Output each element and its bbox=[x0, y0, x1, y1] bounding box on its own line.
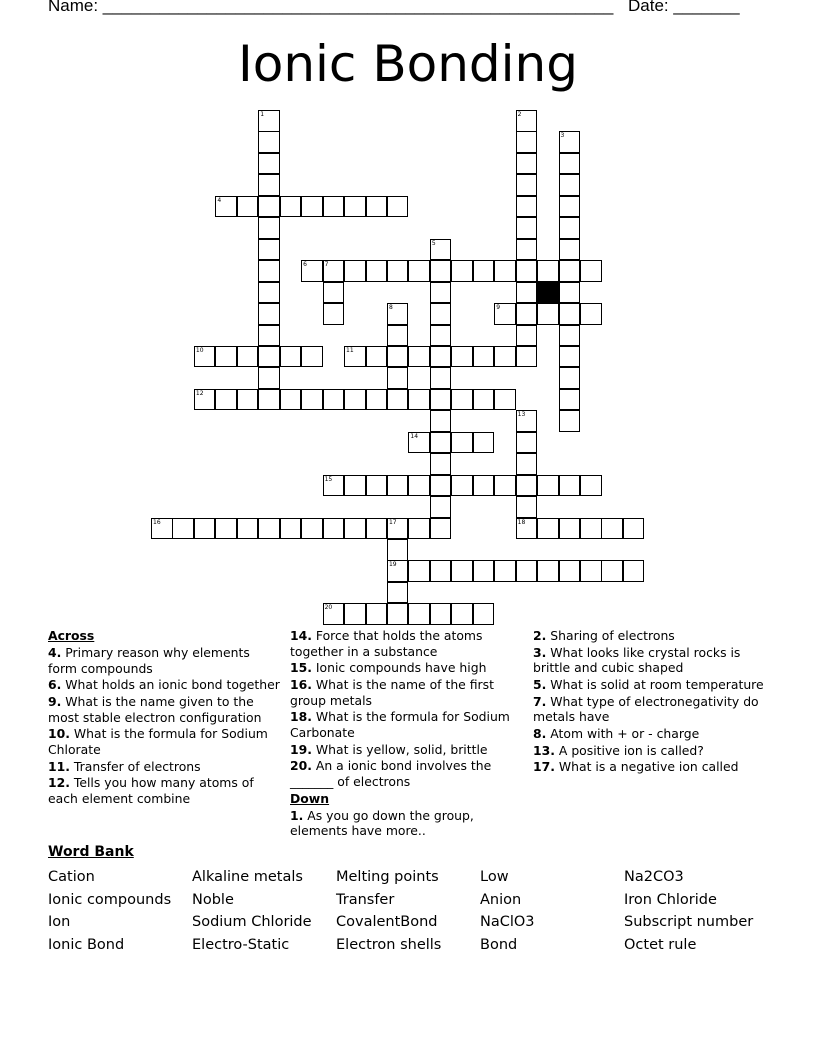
crossword-cell[interactable] bbox=[494, 346, 516, 368]
crossword-cell[interactable] bbox=[494, 475, 516, 497]
crossword-cell[interactable] bbox=[387, 303, 409, 325]
crossword-cell[interactable] bbox=[580, 518, 602, 540]
word-bank-item: Alkaline metals bbox=[192, 869, 303, 885]
crossword-cell[interactable] bbox=[258, 239, 280, 261]
word-bank-item: Ionic Bond bbox=[48, 937, 125, 954]
crossword-cell[interactable] bbox=[301, 346, 323, 368]
crossword-cell[interactable] bbox=[430, 389, 452, 411]
crossword-cell[interactable] bbox=[559, 560, 581, 582]
crossword-cell[interactable] bbox=[516, 410, 538, 432]
clue-number: 13 bbox=[517, 411, 526, 419]
name-field[interactable]: Name: ______________________________________________________ bbox=[48, 0, 614, 15]
crossword-cell[interactable] bbox=[580, 303, 602, 325]
crossword-cell[interactable] bbox=[258, 325, 280, 347]
crossword-cell[interactable] bbox=[494, 303, 516, 325]
crossword-cell[interactable] bbox=[258, 217, 280, 239]
crossword-cell[interactable] bbox=[430, 432, 452, 454]
crossword-cell[interactable] bbox=[430, 282, 452, 304]
crossword-cell[interactable] bbox=[430, 453, 452, 475]
crossword-cell[interactable] bbox=[559, 153, 581, 175]
crossword-cell[interactable] bbox=[473, 260, 495, 282]
clue-across-19: 19. What is yellow, solid, brittle bbox=[290, 741, 488, 757]
crossword-cell[interactable] bbox=[258, 303, 280, 325]
crossword-cell[interactable] bbox=[580, 475, 602, 497]
clue-number: 12 bbox=[195, 389, 204, 397]
crossword-cell[interactable] bbox=[623, 518, 645, 540]
clue-number: 6 bbox=[303, 261, 307, 269]
crossword-cell[interactable] bbox=[258, 153, 280, 175]
crossword-cell[interactable] bbox=[430, 239, 452, 261]
clue-across-12: 12. Tells you how many atoms of each element combine bbox=[48, 775, 254, 806]
word-bank-item: Na2CO3 bbox=[624, 869, 684, 885]
crossword-cell[interactable] bbox=[516, 432, 538, 454]
crossword-cell[interactable] bbox=[301, 518, 323, 540]
clues-column-2 bbox=[290, 628, 522, 840]
word-bank-item: Melting points bbox=[336, 869, 439, 885]
clue-number: 1 bbox=[260, 111, 265, 118]
crossword-cell[interactable] bbox=[430, 260, 452, 282]
crossword-cell[interactable] bbox=[516, 282, 538, 304]
clue-across-9: 9. What is the name given to the most stable electron configuration bbox=[48, 693, 262, 725]
crossword-cell[interactable] bbox=[194, 518, 216, 540]
crossword-cell[interactable] bbox=[516, 110, 538, 132]
crossword-cell[interactable] bbox=[258, 389, 280, 411]
word-bank-item: Electron shells bbox=[336, 937, 442, 954]
crossword-cell[interactable] bbox=[215, 346, 237, 368]
crossword-cell[interactable] bbox=[559, 282, 581, 304]
crossword-cell[interactable] bbox=[387, 325, 409, 347]
crossword-cell[interactable] bbox=[559, 303, 581, 325]
crossword-cell[interactable] bbox=[194, 389, 216, 411]
word-bank-item: Octet rule bbox=[624, 937, 697, 954]
clue-number: 9 bbox=[496, 304, 501, 312]
crossword-cell[interactable] bbox=[172, 518, 194, 540]
crossword-cell[interactable] bbox=[430, 346, 452, 368]
word-bank-item: Subscript number bbox=[624, 914, 754, 931]
crossword-cell[interactable] bbox=[559, 325, 581, 347]
crossword-cell[interactable] bbox=[237, 518, 259, 540]
word-bank-column-5 bbox=[624, 868, 753, 959]
crossword-cell[interactable] bbox=[516, 325, 538, 347]
crossword-cell[interactable] bbox=[559, 239, 581, 261]
crossword-cell[interactable] bbox=[516, 260, 538, 282]
clue-across-14: 14. Force that holds the atoms together in a substance bbox=[290, 628, 483, 659]
clue-across-6: 6. What holds an ionic bond together bbox=[48, 677, 280, 693]
crossword-cell[interactable] bbox=[580, 560, 602, 582]
word-bank-column-3 bbox=[336, 868, 441, 959]
crossword-cell[interactable] bbox=[559, 260, 581, 282]
crossword-cell[interactable] bbox=[408, 603, 430, 625]
word-bank-item: Anion bbox=[480, 891, 522, 908]
crossword-cell[interactable] bbox=[387, 346, 409, 368]
clue-number: 11 bbox=[346, 346, 354, 354]
clue-across-4: 4. Primary reason why elements form compounds bbox=[48, 644, 250, 676]
crossword-cell[interactable] bbox=[366, 603, 388, 625]
word-bank-column-2 bbox=[192, 868, 312, 959]
crossword-cell[interactable] bbox=[559, 389, 581, 411]
clue-across-15: 15. Ionic compounds have high bbox=[290, 660, 487, 676]
crossword-cell[interactable] bbox=[473, 560, 495, 582]
crossword-cell[interactable] bbox=[323, 603, 345, 625]
crossword-cell[interactable] bbox=[258, 196, 280, 218]
crossword-cell[interactable] bbox=[323, 475, 345, 497]
crossword-cell[interactable] bbox=[280, 518, 302, 540]
crossword-cell[interactable] bbox=[408, 432, 430, 454]
word-bank-column-1 bbox=[48, 868, 171, 959]
crossword-cell[interactable] bbox=[516, 560, 538, 582]
crossword-cell[interactable] bbox=[559, 131, 581, 153]
crossword-cell[interactable] bbox=[451, 260, 473, 282]
clue-across-20: 20. An a ionic bond involves the _______ of electrons bbox=[290, 758, 492, 790]
crossword-cell[interactable] bbox=[151, 518, 173, 540]
crossword-cell[interactable] bbox=[537, 560, 559, 582]
crossword-cell[interactable] bbox=[387, 367, 409, 389]
crossword-cell[interactable] bbox=[408, 560, 430, 582]
clue-number: 5 bbox=[431, 239, 436, 247]
clues-column-1 bbox=[48, 628, 280, 808]
crossword-cell[interactable] bbox=[430, 367, 452, 389]
word-bank-item: Iron Chloride bbox=[624, 891, 717, 908]
crossword-cell[interactable] bbox=[473, 389, 495, 411]
crossword-cell[interactable] bbox=[258, 260, 280, 282]
blocked-cell bbox=[537, 282, 559, 304]
crossword-cell[interactable] bbox=[344, 346, 366, 368]
crossword-cell[interactable] bbox=[516, 174, 538, 196]
crossword-cell[interactable] bbox=[387, 260, 409, 282]
word-bank-item: Transfer bbox=[336, 891, 395, 908]
crossword-cell[interactable] bbox=[258, 110, 280, 132]
clue-across-18: 18. What is the formula for Sodium Carbonate bbox=[290, 709, 510, 741]
across-heading: Across bbox=[48, 628, 95, 643]
date-field[interactable]: Date: _______ bbox=[628, 0, 740, 15]
crossword-cell[interactable] bbox=[215, 196, 237, 218]
crossword-cell[interactable] bbox=[387, 539, 409, 561]
crossword-cell[interactable] bbox=[623, 560, 645, 582]
clue-number: 20 bbox=[324, 604, 333, 612]
crossword-cell[interactable] bbox=[344, 389, 366, 411]
crossword-cell[interactable] bbox=[473, 346, 495, 368]
crossword-cell[interactable] bbox=[559, 518, 581, 540]
crossword-cell[interactable] bbox=[258, 174, 280, 196]
crossword-cell[interactable] bbox=[494, 560, 516, 582]
clue-down-3: 3. What looks like crystal rocks is brittle and cubic shaped bbox=[533, 644, 741, 676]
crossword-cell[interactable] bbox=[215, 518, 237, 540]
crossword-cell[interactable] bbox=[601, 518, 623, 540]
crossword-cell[interactable] bbox=[601, 560, 623, 582]
crossword-cell[interactable] bbox=[366, 346, 388, 368]
crossword-cell[interactable] bbox=[301, 196, 323, 218]
clue-number: 10 bbox=[195, 346, 204, 354]
crossword-cell[interactable] bbox=[323, 518, 345, 540]
crossword-cell[interactable] bbox=[559, 346, 581, 368]
crossword-cell[interactable] bbox=[516, 217, 538, 239]
crossword-cell[interactable] bbox=[237, 389, 259, 411]
clue-number: 17 bbox=[388, 518, 397, 526]
crossword-cell[interactable] bbox=[366, 389, 388, 411]
crossword-cell[interactable] bbox=[301, 389, 323, 411]
crossword-cell[interactable] bbox=[516, 453, 538, 475]
crossword-cell[interactable] bbox=[430, 475, 452, 497]
word-bank-item: Ionic compounds bbox=[48, 891, 172, 908]
clue-down-13: 13. A positive ion is called? bbox=[533, 742, 704, 758]
clue-down-17: 17. What is a negative ion called bbox=[533, 759, 739, 775]
word-bank-column-4 bbox=[480, 868, 535, 959]
word-bank-item: Low bbox=[480, 869, 509, 885]
clues-column-3 bbox=[533, 628, 769, 776]
crossword-cell[interactable] bbox=[516, 496, 538, 518]
crossword-cell[interactable] bbox=[580, 260, 602, 282]
crossword-cell[interactable] bbox=[494, 260, 516, 282]
crossword-cell[interactable] bbox=[408, 475, 430, 497]
crossword-cell[interactable] bbox=[258, 367, 280, 389]
clue-number: 16 bbox=[153, 518, 161, 526]
crossword-cell[interactable] bbox=[408, 389, 430, 411]
crossword-cell[interactable] bbox=[366, 260, 388, 282]
clue-across-11: 11. Transfer of electrons bbox=[48, 758, 201, 774]
clue-across-16: 16. What is the name of the first group metals bbox=[290, 676, 494, 708]
crossword-cell[interactable] bbox=[366, 196, 388, 218]
crossword-cell[interactable] bbox=[473, 475, 495, 497]
crossword-cell[interactable] bbox=[194, 346, 216, 368]
crossword-cell[interactable] bbox=[258, 518, 280, 540]
crossword-cell[interactable] bbox=[408, 260, 430, 282]
clue-number: 2 bbox=[517, 111, 522, 118]
word-bank-title: Word Bank bbox=[48, 844, 134, 860]
crossword-cell[interactable] bbox=[516, 303, 538, 325]
crossword-cell[interactable] bbox=[430, 496, 452, 518]
crossword-cell[interactable] bbox=[301, 260, 323, 282]
crossword-cell[interactable] bbox=[344, 603, 366, 625]
crossword-cell[interactable] bbox=[451, 560, 473, 582]
crossword-cell[interactable] bbox=[559, 217, 581, 239]
crossword-cell[interactable] bbox=[237, 346, 259, 368]
crossword-cell[interactable] bbox=[344, 518, 366, 540]
crossword-cell[interactable] bbox=[323, 282, 345, 304]
crossword-cell[interactable] bbox=[323, 196, 345, 218]
clue-number: 14 bbox=[410, 432, 419, 440]
crossword-cell[interactable] bbox=[430, 560, 452, 582]
crossword-cell[interactable] bbox=[408, 518, 430, 540]
crossword-cell[interactable] bbox=[559, 475, 581, 497]
page-title: Ionic Bonding bbox=[238, 35, 578, 93]
crossword-cell[interactable] bbox=[280, 346, 302, 368]
crossword-cell[interactable] bbox=[258, 131, 280, 153]
crossword-cell[interactable] bbox=[559, 196, 581, 218]
crossword-cell[interactable] bbox=[537, 518, 559, 540]
crossword-cell[interactable] bbox=[473, 432, 495, 454]
clue-across-10: 10. What is the formula for Sodium Chlorate bbox=[48, 726, 268, 757]
clue-down-1: 1. As you go down the group, elements have more.. bbox=[290, 807, 474, 839]
crossword-cell[interactable] bbox=[516, 153, 538, 175]
clue-number: 8 bbox=[388, 304, 393, 312]
crossword-cell[interactable] bbox=[344, 475, 366, 497]
crossword-cell[interactable] bbox=[516, 518, 538, 540]
crossword-cell[interactable] bbox=[408, 346, 430, 368]
crossword-cell[interactable] bbox=[430, 325, 452, 347]
crossword-cell[interactable] bbox=[559, 174, 581, 196]
word-bank-item: Electro-Static bbox=[192, 937, 290, 954]
crossword-cell[interactable] bbox=[344, 196, 366, 218]
crossword-cell[interactable] bbox=[387, 389, 409, 411]
clue-number: 19 bbox=[388, 561, 397, 569]
crossword-cell[interactable] bbox=[430, 410, 452, 432]
down-heading: Down bbox=[290, 790, 330, 806]
crossword-cell[interactable] bbox=[280, 389, 302, 411]
word-bank-item: Cation bbox=[48, 869, 95, 885]
crossword-cell[interactable] bbox=[258, 346, 280, 368]
crossword-cell[interactable] bbox=[258, 282, 280, 304]
clue-down-8: 8. Atom with + or - charge bbox=[533, 725, 700, 741]
crossword-cell[interactable] bbox=[280, 196, 302, 218]
word-bank-item: Noble bbox=[192, 891, 234, 908]
crossword-cell[interactable] bbox=[344, 260, 366, 282]
clue-number: 18 bbox=[517, 518, 526, 526]
word-bank-item: Bond bbox=[480, 937, 518, 954]
crossword-cell[interactable] bbox=[516, 475, 538, 497]
crossword-cell[interactable] bbox=[366, 475, 388, 497]
crossword-cell[interactable] bbox=[323, 260, 345, 282]
crossword-cell[interactable] bbox=[516, 346, 538, 368]
word-bank-item: Sodium Chloride bbox=[192, 914, 312, 931]
clue-down-2: 2. Sharing of electrons bbox=[533, 628, 675, 643]
crossword-cell[interactable] bbox=[516, 239, 538, 261]
crossword-cell[interactable] bbox=[430, 518, 452, 540]
crossword-cell[interactable] bbox=[387, 475, 409, 497]
crossword-cell[interactable] bbox=[451, 475, 473, 497]
crossword-cell[interactable] bbox=[237, 196, 259, 218]
crossword-cell[interactable] bbox=[387, 518, 409, 540]
crossword-cell[interactable] bbox=[215, 389, 237, 411]
word-bank-item: NaClO3 bbox=[480, 914, 535, 931]
crossword-cell[interactable] bbox=[387, 560, 409, 582]
crossword-cell[interactable] bbox=[537, 260, 559, 282]
word-bank-item: CovalentBond bbox=[336, 914, 438, 931]
clue-number: 3 bbox=[560, 132, 565, 140]
crossword-cell[interactable] bbox=[430, 603, 452, 625]
crossword-cell[interactable] bbox=[559, 367, 581, 389]
crossword-cell[interactable] bbox=[559, 410, 581, 432]
crossword-cell[interactable] bbox=[387, 582, 409, 604]
clue-down-5: 5. What is solid at room temperature bbox=[533, 676, 764, 692]
crossword-cell[interactable] bbox=[387, 196, 409, 218]
clue-number: 7 bbox=[324, 261, 329, 269]
crossword-cell[interactable] bbox=[451, 346, 473, 368]
clue-number: 15 bbox=[324, 475, 333, 483]
word-bank-item: Ion bbox=[48, 914, 71, 931]
crossword-cell[interactable] bbox=[451, 389, 473, 411]
crossword-cell[interactable] bbox=[537, 303, 559, 325]
crossword-cell[interactable] bbox=[516, 196, 538, 218]
crossword-cell[interactable] bbox=[473, 603, 495, 625]
crossword-cell[interactable] bbox=[451, 432, 473, 454]
crossword-cell[interactable] bbox=[430, 303, 452, 325]
crossword-cell[interactable] bbox=[387, 603, 409, 625]
crossword-cell[interactable] bbox=[516, 131, 538, 153]
crossword-cell[interactable] bbox=[323, 389, 345, 411]
crossword-cell[interactable] bbox=[494, 389, 516, 411]
crossword-cell[interactable] bbox=[323, 303, 345, 325]
clue-number: 4 bbox=[217, 196, 222, 204]
clue-down-7: 7. What type of electronegativity do metals have bbox=[533, 693, 759, 725]
crossword-cell[interactable] bbox=[366, 518, 388, 540]
crossword-cell[interactable] bbox=[537, 475, 559, 497]
crossword-cell[interactable] bbox=[451, 603, 473, 625]
